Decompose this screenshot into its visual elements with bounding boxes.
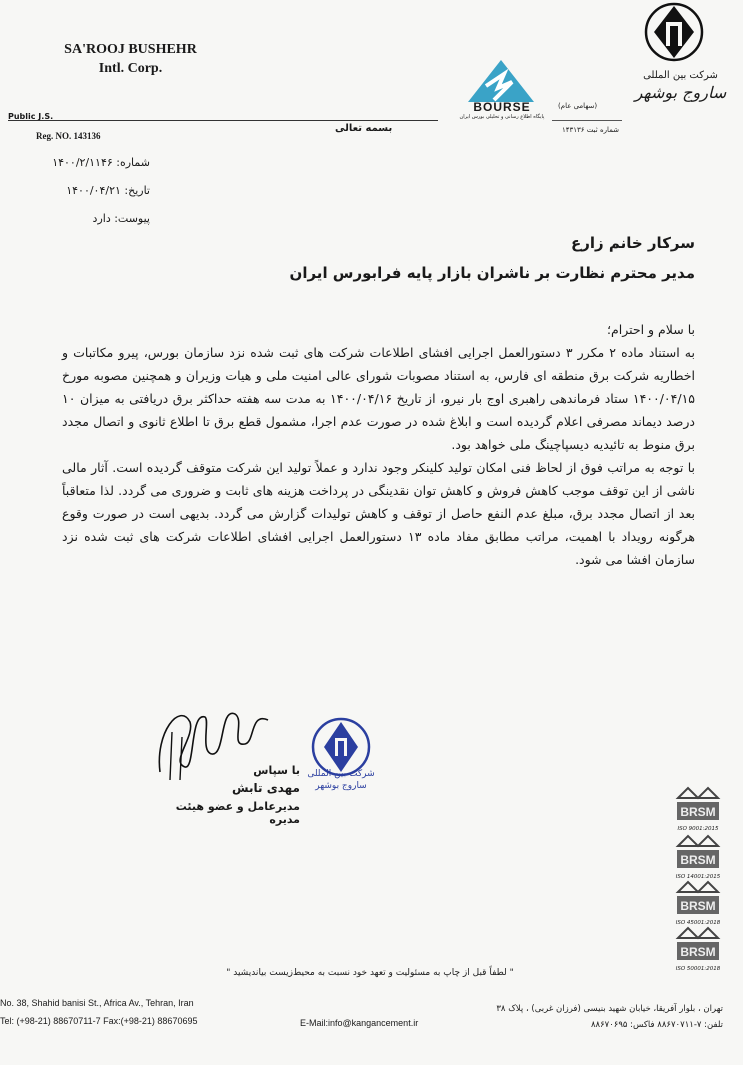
footer-address-fa: تهران ، بلوار آفریقا، خیابان شهید بنیسی (فرزان غربی) ، پلاک ۳۸ bbox=[496, 1004, 723, 1014]
footer-address-en: No. 38, Shahid banisi St., Africa Av., Tehran, Iran bbox=[0, 998, 194, 1008]
brsm-logo-icon bbox=[673, 786, 723, 826]
company-name-en bbox=[48, 40, 213, 78]
cert-badge-iso45001 bbox=[673, 880, 723, 928]
environment-note: " لطفاً قبل از چاپ به مسئولیت و تعهد خود نسبت به محیط‌زیست بیاندیشید " bbox=[226, 968, 514, 978]
cert-label: ISO 9001:2015 bbox=[677, 826, 719, 832]
bourse-subtitle: پایگاه اطلاع رسانی و تحلیلی بورس ایران bbox=[459, 114, 545, 120]
svg-text:BRSM: BRSM bbox=[680, 805, 716, 819]
company-name-en-line1: SA'ROOJ BUSHEHR bbox=[64, 42, 197, 57]
greeting: با سلام و احترام؛ bbox=[607, 322, 695, 337]
cert-badge-iso9001 bbox=[673, 786, 723, 834]
addressee-name: سرکار خانم زارع bbox=[570, 234, 695, 252]
cert-label: ISO 14001:2015 bbox=[675, 874, 721, 880]
stamp-text-line1: شرکت بین المللی bbox=[307, 769, 375, 779]
brsm-logo-icon bbox=[673, 880, 723, 920]
basmala: بسمه تعالی bbox=[335, 123, 393, 134]
cert-label: ISO 45001:2018 bbox=[675, 920, 721, 926]
signatory-name: مهدی تابش bbox=[232, 781, 300, 795]
body-paragraph-2: با توجه به مراتب فوق از لحاظ فنی امکان تولید کلینکر وجود ندارد و عملاً تولید این شرکت متوقف گردیده است. آثار مالی ناشی از این توقف موجب کاهش فروش و کاهش توان نقدینگی در پرداخت هزینه های ثابت و ضروری می گردد. لذا متعاقباً بعد از اتصال مجدد برق، مبلغ عدم النفع حاصل از توقف و کاهش تولیدات گزارش می گردد. بدیهی است در صورت وقوع هرگونه رویداد با اهمیت، مراتب مطابق مفاد ماده ۱۳ دستورالعمل اجرایی افشای اطلاعات شرکت های ثبت شده نزد سازمان افشا می شود. bbox=[62, 460, 696, 567]
footer-phone-fa: تلفن: ۷-۸۸۶۷۰۷۱۱ فاکس: ۸۸۶۷۰۶۹۵ bbox=[590, 1020, 723, 1030]
svg-text:BRSM: BRSM bbox=[680, 853, 716, 867]
stamp-text bbox=[300, 768, 382, 792]
header-divider-right bbox=[552, 120, 622, 121]
company-name-en-line2: Intl. Corp. bbox=[98, 61, 163, 76]
letter-number: شماره: ۱۴۰۰/۲/۱۱۴۶ bbox=[52, 156, 150, 169]
share-type: (سهامی عام) bbox=[558, 102, 598, 110]
brsm-logo-icon bbox=[673, 834, 723, 874]
footer-phone-en: Tel: (+98-21) 88670711-7 Fax:(+98-21) 88670695 bbox=[0, 1016, 198, 1026]
company-name-fa bbox=[618, 70, 743, 102]
brsm-logo-icon bbox=[673, 926, 723, 966]
addressee-title: مدیر محترم نظارت بر ناشران بازار پایه فرابورس ایران bbox=[289, 264, 695, 282]
company-name-fa-line1: شرکت بین المللی bbox=[643, 70, 718, 81]
letter-attachment: پیوست: دارد bbox=[92, 212, 150, 225]
cert-badge-iso14001 bbox=[673, 834, 723, 882]
body-paragraph-1: به استناد ماده ۲ مکرر ۳ دستورالعمل اجرایی افشای اطلاعات شرکت های ثبت شده نزد سازمان بورس، پیرو مکاتبات و اخطاریه شرکت برق منطقه ای فارس، به استناد مصوبات شورای عالی امنیت ملی و هیات وزیران و همچنین مصوبه مورخ ۱۴۰۰/۰۴/۱۵ ستاد فرماندهی راهبری اوج بار نیرو، از تاریخ ۱۴۰۰/۰۴/۱۶ به مدت سه هفته حداکثر برق دریافتی به میزان ۱۰ درصد دیماند مصرفی اعلام گردیده است و ابلاغ شده در صورت عدم اجرا، مشمول قطع برق تا اطلاع ثانوی و اتصال مجدد برق منوط به تائیدیه دیسپاچینگ ملی خواهد بود. bbox=[62, 345, 695, 452]
cert-badge-iso50001 bbox=[673, 926, 723, 974]
stamp-text-line2: ساروج بوشهر bbox=[315, 781, 367, 791]
svg-text:BRSM: BRSM bbox=[680, 945, 716, 959]
company-name-fa-line2: ساروج بوشهر bbox=[634, 83, 727, 102]
bourse-logo-text: BOURSE bbox=[473, 100, 531, 114]
footer-email: E-Mail:info@kangancement.ir bbox=[300, 1018, 419, 1028]
letter-body bbox=[62, 318, 695, 571]
signature-regards: با سپاس bbox=[253, 764, 300, 777]
cert-label: ISO 50001:2018 bbox=[675, 966, 721, 972]
registration-number: Reg. NO. 143136 bbox=[36, 131, 101, 141]
signatory-title: مدیرعامل و عضو هیئت مدیره bbox=[175, 800, 300, 826]
public-label: Public J.S. bbox=[8, 112, 54, 121]
letter-date: تاریخ: ۱۴۰۰/۰۴/۲۱ bbox=[66, 184, 150, 197]
registration-number-fa: شماره ثبت ۱۴۳۱۳۶ bbox=[562, 126, 620, 134]
svg-text:BRSM: BRSM bbox=[680, 899, 716, 913]
header-divider bbox=[8, 120, 438, 121]
